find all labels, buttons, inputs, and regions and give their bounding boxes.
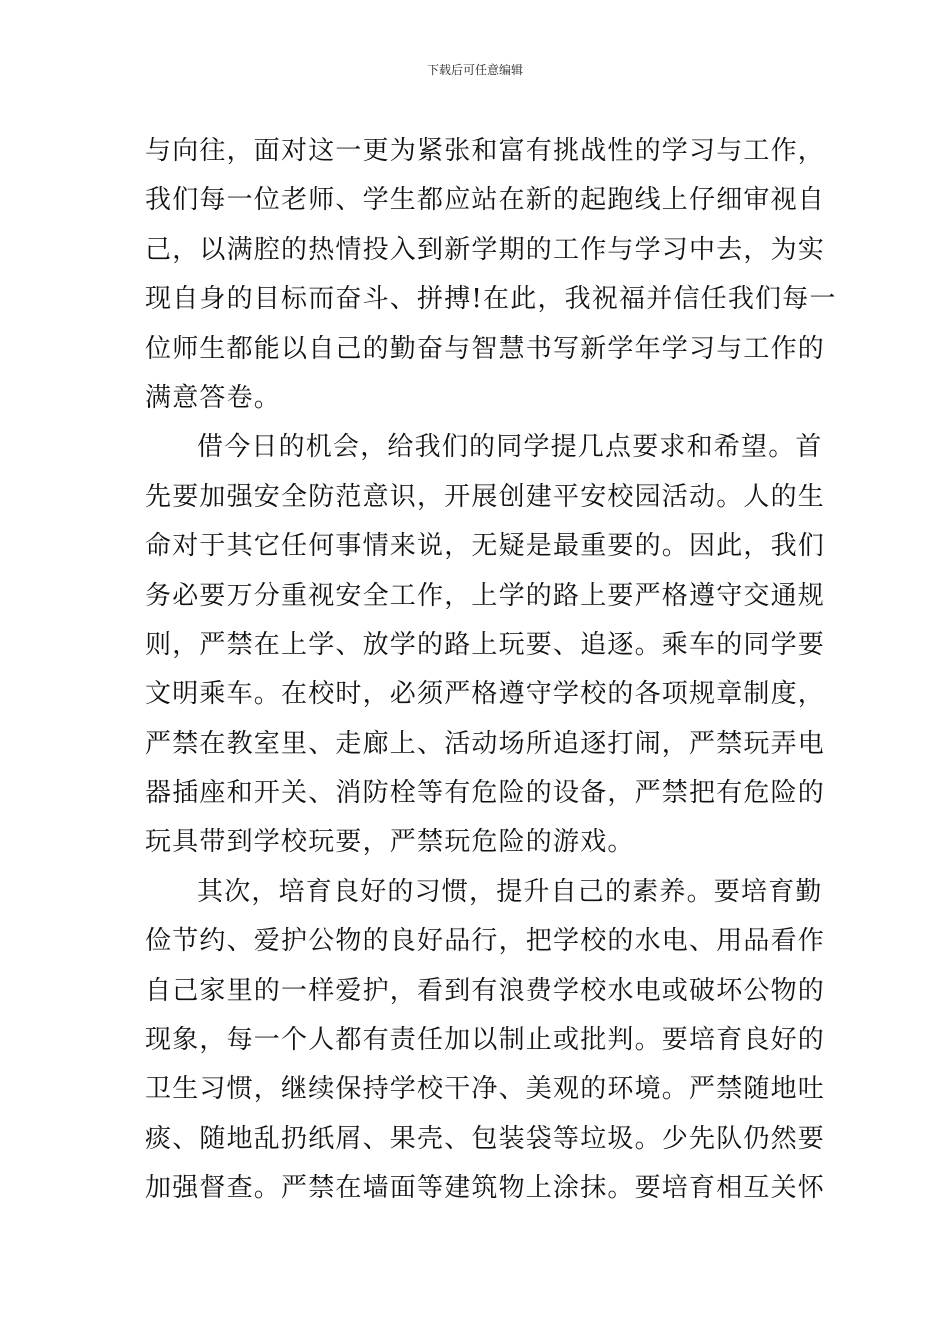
text-line: 位师生都能以自己的勤奋与智慧书写新学年学习与工作的 (145, 333, 826, 364)
page-header: 下载后可任意编辑 (426, 63, 523, 77)
text-line: 加强督查。严禁在墙面等建筑物上涂抹。要培育相互关怀 (145, 1173, 826, 1204)
text-line: 务必要万分重视安全工作，上学的路上要严格遵守交通规 (145, 580, 826, 611)
text-line: 与向往，面对这一更为紧张和富有挑战性的学习与工作， (145, 136, 826, 166)
text-line: 俭节约、爱护公物的良好品行，把学校的水电、用品看作 (145, 926, 826, 957)
text-line: 满意答卷。 (145, 382, 282, 413)
text-line: 文明乘车。在校时，必须严格遵守学校的各项规章制度， (145, 679, 826, 710)
text-line: 我们每一位老师、学生都应站在新的起跑线上仔细审视自 (145, 185, 826, 216)
text-line: 命对于其它任何事情来说，无疑是最重要的。因此，我们 (145, 531, 826, 562)
text-line: 痰、随地乱扔纸屑、果壳、包装袋等垃圾。少先队仍然要 (145, 1123, 826, 1154)
paragraph-first-line: 借今日的机会，给我们的同学提几点要求和希望。首 (197, 432, 823, 463)
text-line: 则，严禁在上学、放学的路上玩要、追逐。乘车的同学要 (145, 629, 826, 660)
paragraph-first-line: 其次，培育良好的习惯，提升自己的素养。要培育勤 (197, 876, 823, 907)
text-line: 严禁在教室里、走廊上、活动场所追逐打闹，严禁玩弄电 (145, 728, 826, 759)
text-line: 器插座和开关、消防栓等有危险的设备，严禁把有危险的 (145, 778, 826, 809)
text-line: 先要加强安全防范意识，开展创建平安校园活动。人的生 (145, 481, 826, 512)
text-line: 现自身的目标而奋斗、拼搏!在此，我祝福并信任我们每一 (145, 284, 837, 315)
text-line: 现象，每一个人都有责任加以制止或批判。要培育良好的 (145, 1025, 826, 1056)
document-body (145, 127, 837, 1214)
text-line: 卫生习惯，继续保持学校干净、美观的环境。严禁随地吐 (145, 1074, 826, 1105)
text-line: 己，以满腔的热情投入到新学期的工作与学习中去，为实 (145, 234, 826, 265)
text-line: 玩具带到学校玩要，严禁玩危险的游戏。 (145, 827, 635, 858)
text-line: 自己家里的一样爱护，看到有浪费学校水电或破坏公物的 (145, 975, 826, 1006)
